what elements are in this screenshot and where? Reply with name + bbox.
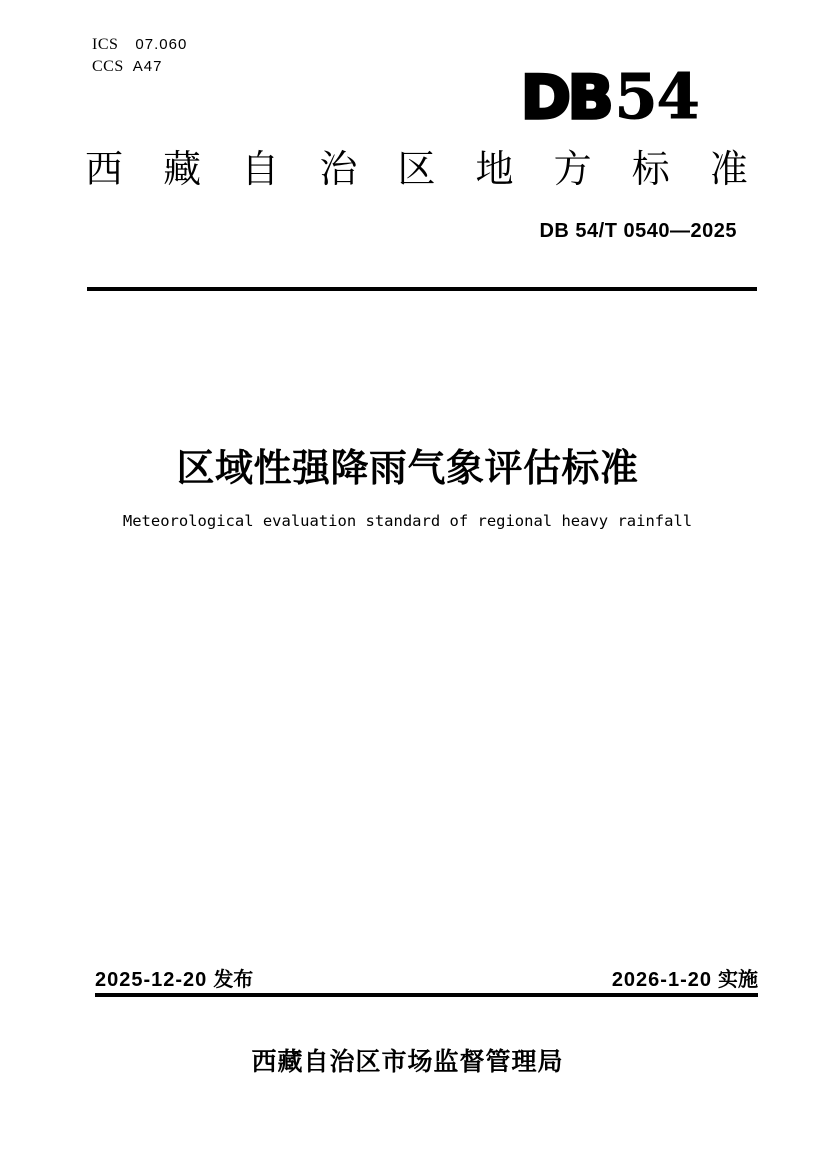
standard-type-title — [85, 150, 748, 192]
ics-value: 07.060 — [135, 36, 188, 53]
standard-type-char: 方 — [553, 149, 592, 191]
standard-type-char: 自 — [241, 149, 280, 191]
standard-type-char: 标 — [631, 149, 670, 191]
document-title-zh: 区域性强降雨气象评估标准 — [176, 448, 639, 490]
standard-type-char: 治 — [319, 149, 358, 191]
standard-type-char: 区 — [397, 149, 436, 191]
implementation-date-label: 实施 — [718, 969, 758, 991]
ics-row — [92, 34, 187, 56]
ics-label: ICS — [92, 36, 119, 53]
document-title-en: Meteorological evaluation standard of regional heavy rainfall — [122, 512, 693, 530]
implementation-date-group — [612, 963, 758, 992]
issue-date-label: 发布 — [213, 969, 254, 991]
implementation-date: 2026-1-20 — [611, 969, 712, 991]
db54-logo-region-code: 54 — [614, 60, 699, 133]
dates-row — [95, 963, 758, 992]
standard-type-char: 藏 — [163, 149, 202, 191]
standard-type-char: 西 — [85, 149, 124, 191]
issue-date: 2025-12-20 — [95, 969, 208, 991]
standard-type-char: 地 — [475, 149, 514, 191]
header-divider-line — [87, 287, 757, 291]
db54-logo — [521, 60, 699, 133]
ccs-row — [92, 56, 187, 78]
standard-type-char: 准 — [709, 149, 748, 191]
ccs-label: CCS — [92, 58, 124, 75]
issuing-authority: 西藏自治区市场监督管理局 — [251, 1048, 564, 1076]
issue-date-group — [95, 963, 253, 992]
classification-block — [92, 34, 187, 78]
footer-divider-line — [95, 993, 758, 997]
db54-logo-db: DB — [521, 63, 611, 133]
standard-number: DB 54/T 0540—2025 — [539, 220, 737, 242]
ccs-value: A47 — [132, 58, 163, 75]
